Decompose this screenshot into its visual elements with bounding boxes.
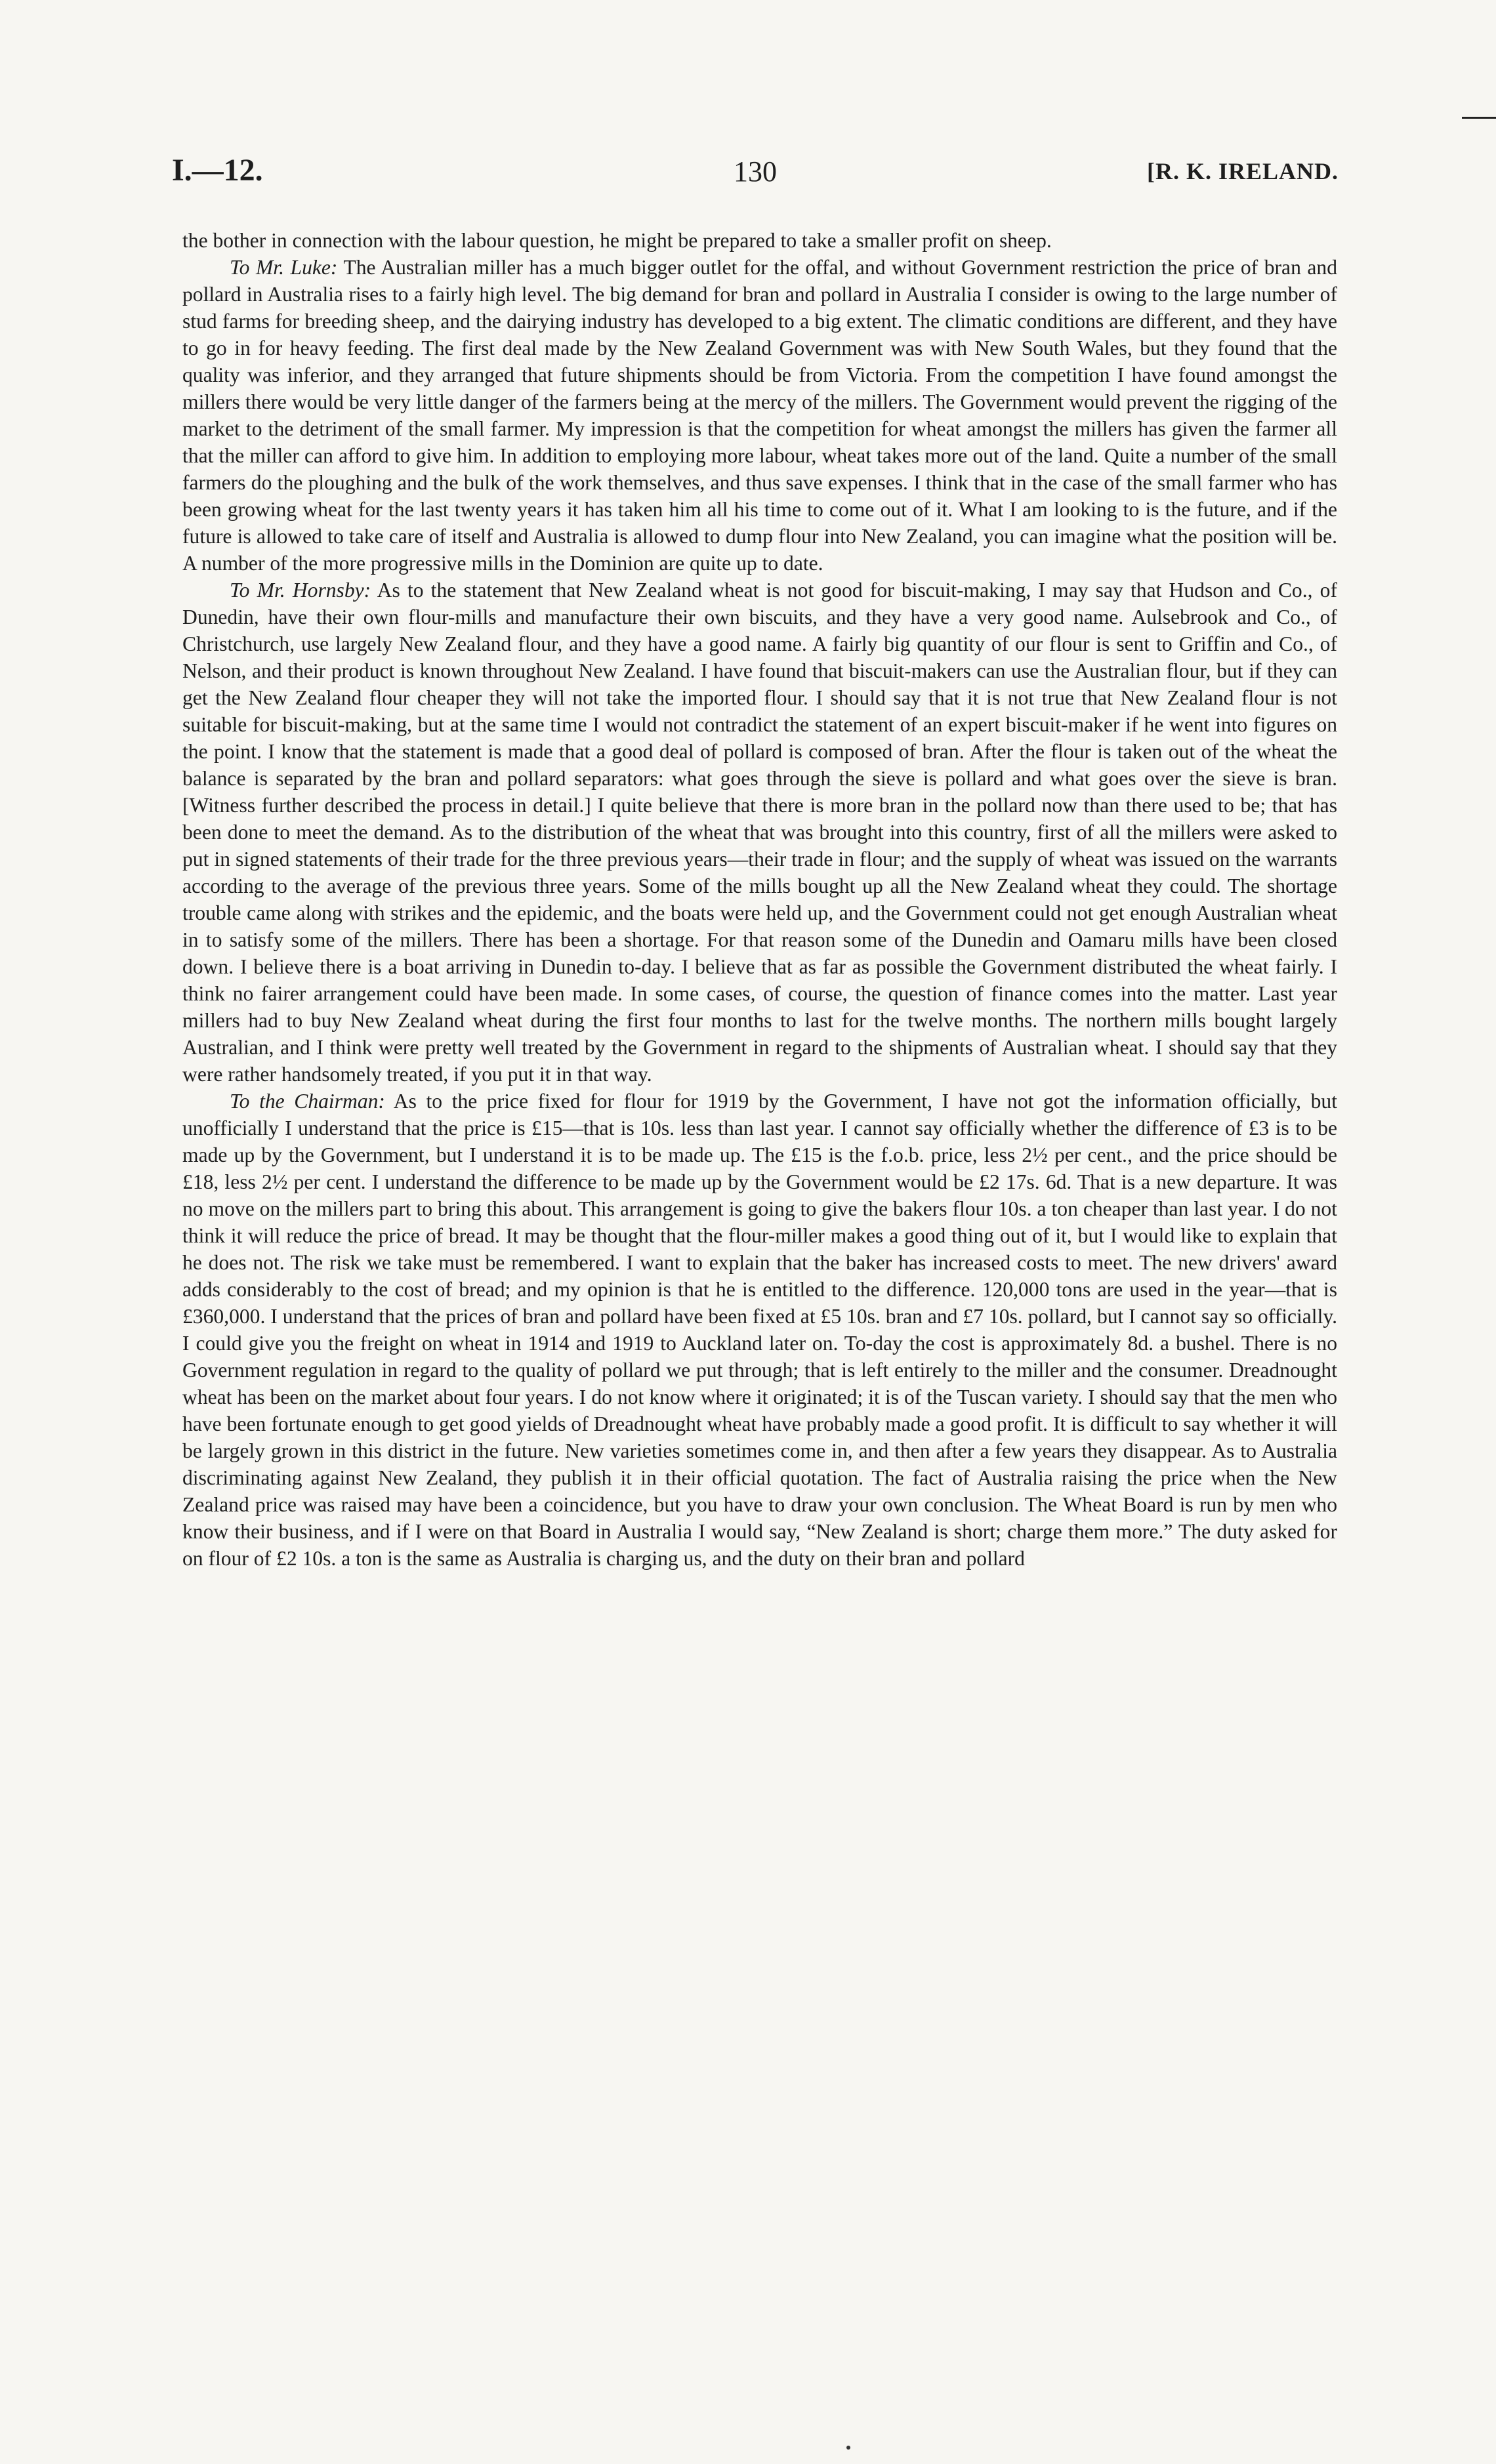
paragraph-3	[182, 577, 1337, 1088]
paragraph-text: As to the statement that New Zealand wheat is not good for biscuit-making, I may say that Hudson and Co., of Dunedin, have their own flour-mills and manufacture their own biscuits, and they have a very good name. Aulsebrook and Co., of Christchurch, use largely New Zealand flour, and they have a good name. A fairly big quantity of our flour is sent to Griffin and Co., of Nelson, and their product is known throughout New Zealand. I have found that biscuit-makers can use the Australian flour, but if they can get the New Zealand flour cheaper they will not take the imported flour. I should say that it is not true that New Zealand flour is not suitable for biscuit-making, but at the same time I would not contradict the statement of an expert biscuit-maker if he went into figures on the point. I know that the statement is made that a good deal of pollard is composed of bran. After the flour is taken out of the wheat the balance is separated by the bran and pollard separators: what goes through the sieve is pollard and what goes over the sieve is bran. [Witness further described the process in detail.] I quite believe that there is more bran in the pollard now than there used to be; that has been done to meet the demand. As to the distribution of the wheat that was brought into this country, first of all the millers were asked to put in signed statements of their trade for the three previous years—their trade in flour; and the supply of wheat was issued on the warrants according to the average of the previous three years. Some of the mills bought up all the New Zealand wheat they could. The shortage trouble came along with strikes and the epidemic, and the boats were held up, and the Government could not get enough Australian wheat in to satisfy some of the millers. There has been a shortage. For that reason some of the Dunedin and Oamaru mills have been closed down. I believe there is a boat arriving in Dunedin to-day. I believe that as far as possible the Government distributed the wheat fairly. I think no fairer arrangement could have been made. In some cases, of course, the question of finance comes into the matter. Last year millers had to buy New Zealand wheat during the first four months to last for the twelve months. The northern mills bought largely Australian, and I think were pretty well treated by the Government in regard to the shipments of Australian wheat. I should say that they were rather handsomely treated, if you put it in that way.	[182, 579, 1337, 1086]
paragraph-2	[182, 254, 1337, 577]
paragraph-1	[182, 227, 1337, 254]
paragraph-lead: To the Chairman:	[230, 1090, 385, 1113]
page-header	[172, 152, 1339, 192]
witness-name: [R. K. IRELAND.	[1146, 158, 1339, 184]
paragraph-4	[182, 1088, 1337, 1572]
paper-reference: I.—12.	[172, 153, 263, 188]
margin-mark	[1462, 117, 1496, 119]
paragraph-lead: To Mr. Luke:	[230, 256, 338, 279]
paragraph-text: the bother in connection with the labour question, he might be prepared to take a smaller profit on sheep.	[182, 229, 1052, 252]
document-body	[182, 227, 1337, 1572]
paragraph-lead: To Mr. Hornsby:	[230, 579, 371, 602]
footer-dot	[846, 2446, 850, 2450]
paragraph-text: The Australian miller has a much bigger outlet for the offal, and without Government restriction the price of bran and pollard in Australia rises to a fairly high level. The big demand for bran and pollard in Australia I consider is owing to the large number of stud farms for breeding sheep, and the dairying industry has developed to a big extent. The climatic conditions are different, and they have to go in for heavy feeding. The first deal made by the New Zealand Government was with New South Wales, but they found that the quality was inferior, and they arranged that future shipments should be from Victoria. From the competition I have found amongst the millers there would be very little danger of the farmers being at the mercy of the millers. The Government would prevent the rigging of the market to the detriment of the small farmer. My impression is that the competition for wheat amongst the millers has given the farmer all that the miller can afford to give him. In addition to employing more labour, wheat takes more out of the land. Quite a number of the small farmers do the ploughing and the bulk of the work themselves, and thus save expenses. I think that in the case of the small farmer who has been growing wheat for the last twenty years it has taken him all his time to come out of it. What I am looking to is the future, and if the future is allowed to take care of itself and Australia is allowed to dump flour into New Zealand, you can imagine what the position will be. A number of the more progressive mills in the Dominion are quite up to date.	[182, 256, 1337, 575]
page-number: 130	[734, 155, 777, 188]
paragraph-text: As to the price fixed for flour for 1919 by the Government, I have not got the information officially, but unofficially I understand that the price is £15—that is 10s. less than last year. I cannot say officially whether the difference of £3 is to be made up by the Government, but I understand it is to be made up. The £15 is the f.o.b. price, less 2½ per cent., and the price should be £18, less 2½ per cent. I understand the difference to be made up by the Government would be £2 17s. 6d. That is a new departure. It was no move on the millers part to bring this about. This arrangement is going to give the bakers flour 10s. a ton cheaper than last year. I do not think it will reduce the price of bread. It may be thought that the flour-miller makes a good thing out of it, but I would like to explain that he does not. The risk we take must be remembered. I want to explain that the baker has increased costs to meet. The new drivers' award adds considerably to the cost of bread; and my opinion is that he is entitled to the difference. 120,000 tons are used in the year—that is £360,000. I understand that the prices of bran and pollard have been fixed at £5 10s. bran and £7 10s. pollard, but I cannot say so officially. I could give you the freight on wheat in 1914 and 1919 to Auckland later on. To-day the cost is approximately 8d. a bushel. There is no Government regulation in regard to the quality of pollard we put through; that is left entirely to the miller and the consumer. Dreadnought wheat has been on the market about four years. I do not know where it originated; it is of the Tuscan variety. I should say that the men who have been fortunate enough to get good yields of Dreadnought wheat have probably made a good profit. It is difficult to say whether it will be largely grown in this district in the future. New varieties sometimes come in, and then after a few years they disappear. As to Australia discriminating against New Zealand, they publish it in their official quotation. The fact of Australia raising the price when the New Zealand price was raised may have been a coincidence, but you have to draw your own conclusion. The Wheat Board is run by men who know their business, and if I were on that Board in Australia I would say, “New Zealand is short; charge them more.” The duty asked for on flour of £2 10s. a ton is the same as Australia is charging us, and the duty on their bran and pollard	[182, 1090, 1337, 1570]
